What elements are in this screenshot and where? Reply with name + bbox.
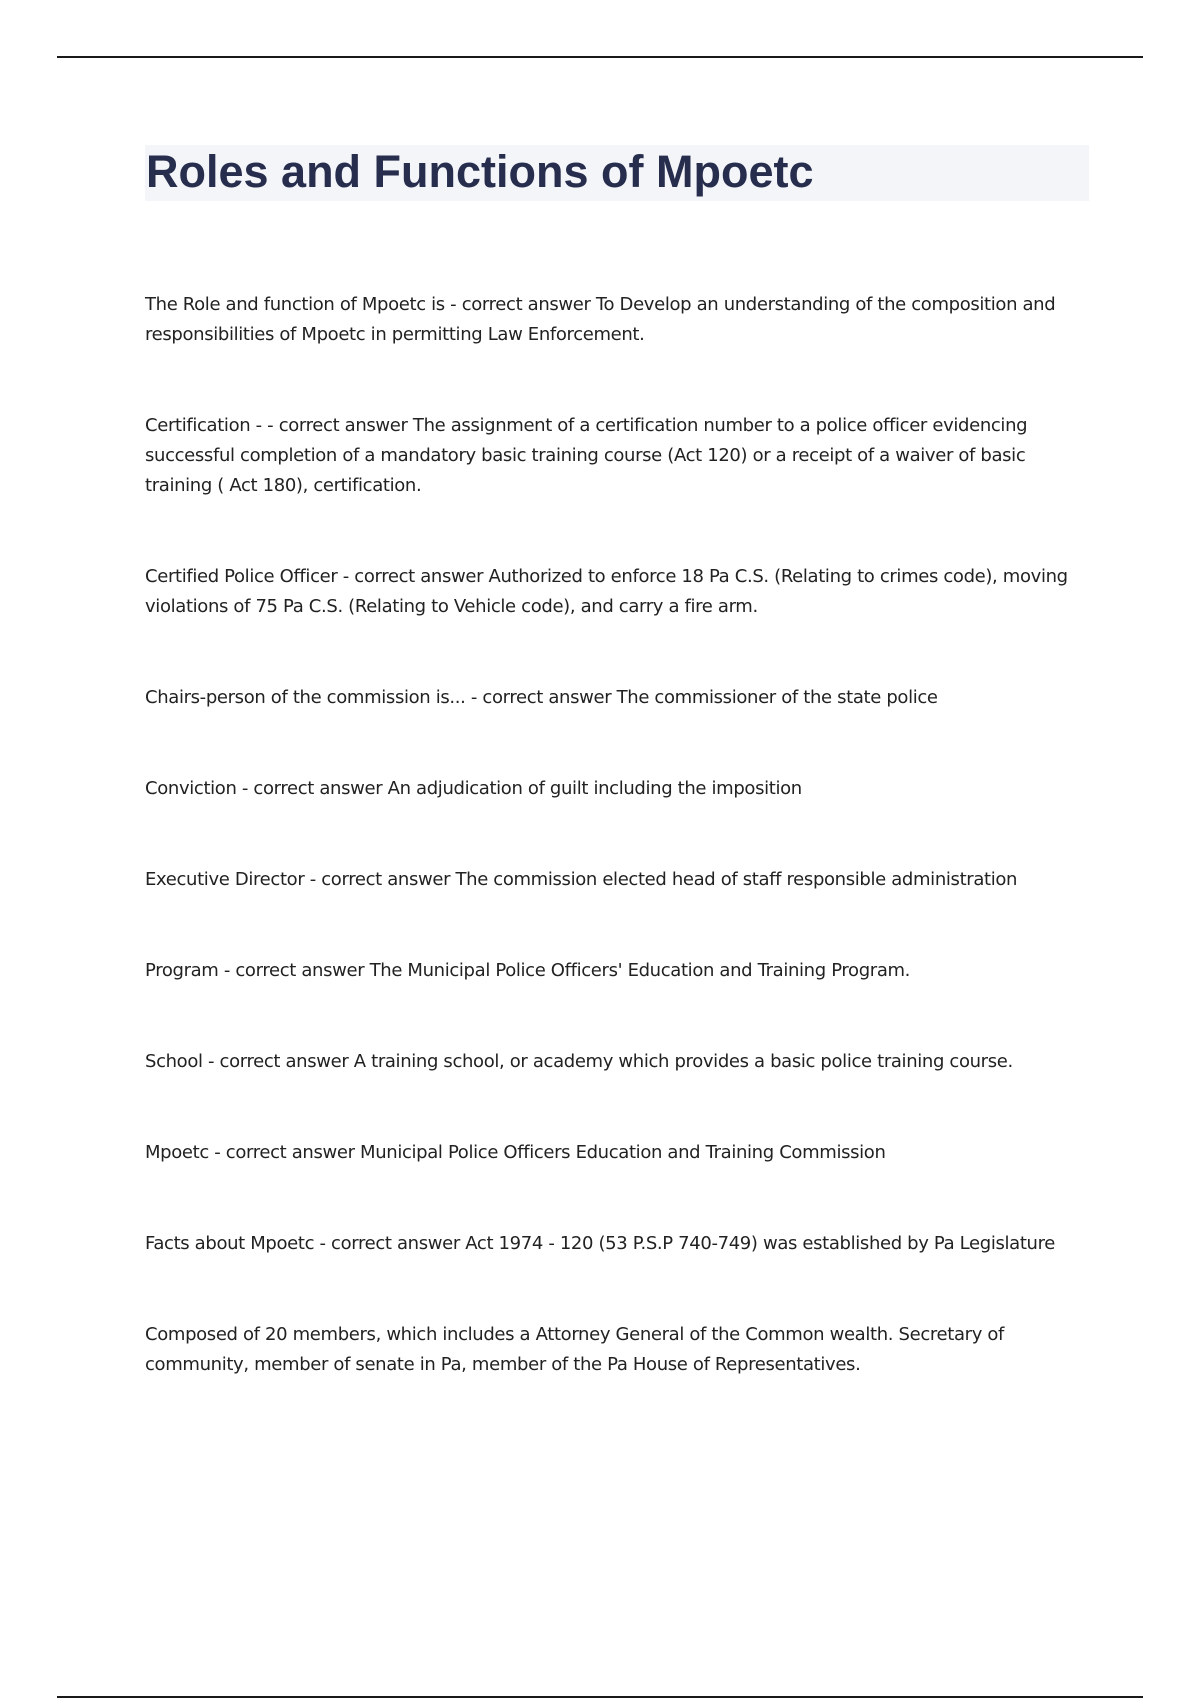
entry-conviction: Conviction - correct answer An adjudication of guilt including the imposition: [145, 778, 802, 799]
entry-program: Program - correct answer The Municipal Police Officers' Education and Training Program.: [145, 960, 911, 981]
entry-certification: Certification - - correct answer The assignment of a certification number to a police officer evidencing successful completion of a mandatory basic training course (Act 120) or a receipt of a waiver of basic training ( Act 180), certification.: [145, 415, 1028, 496]
entry-role-and-function: The Role and function of Mpoetc is - correct answer To Develop an understanding of the composition and responsibilities of Mpoetc in permitting Law Enforcement.: [145, 294, 1056, 345]
entry-chairs-person: Chairs-person of the commission is... - correct answer The commissioner of the state police: [145, 687, 938, 708]
entry-certified-police-officer: Certified Police Officer - correct answer Authorized to enforce 18 Pa C.S. (Relating to crimes code), moving violations of 75 Pa C.S. (Relating to Vehicle code), and carry a fire arm.: [145, 566, 1068, 617]
entry-school: School - correct answer A training school, or academy which provides a basic police training course.: [145, 1051, 1013, 1072]
entry-mpoetc: Mpoetc - correct answer Municipal Police Officers Education and Training Commission: [145, 1142, 886, 1163]
page-title: Roles and Functions of Mpoetc: [146, 146, 814, 197]
entry-executive-director: Executive Director - correct answer The commission elected head of staff responsible administration: [145, 869, 1018, 890]
entry-composition: Composed of 20 members, which includes a Attorney General of the Common wealth. Secretary of community, member of senate in Pa, member of the Pa House of Representatives.: [145, 1324, 1005, 1375]
page-top-rule: [57, 56, 1143, 58]
entry-list: [145, 290, 1095, 1441]
entry-facts-about-mpoetc: Facts about Mpoetc - correct answer Act 1974 - 120 (53 P.S.P 740-749) was established by Pa Legislature: [145, 1233, 1055, 1254]
page-bottom-rule: [57, 1696, 1143, 1698]
